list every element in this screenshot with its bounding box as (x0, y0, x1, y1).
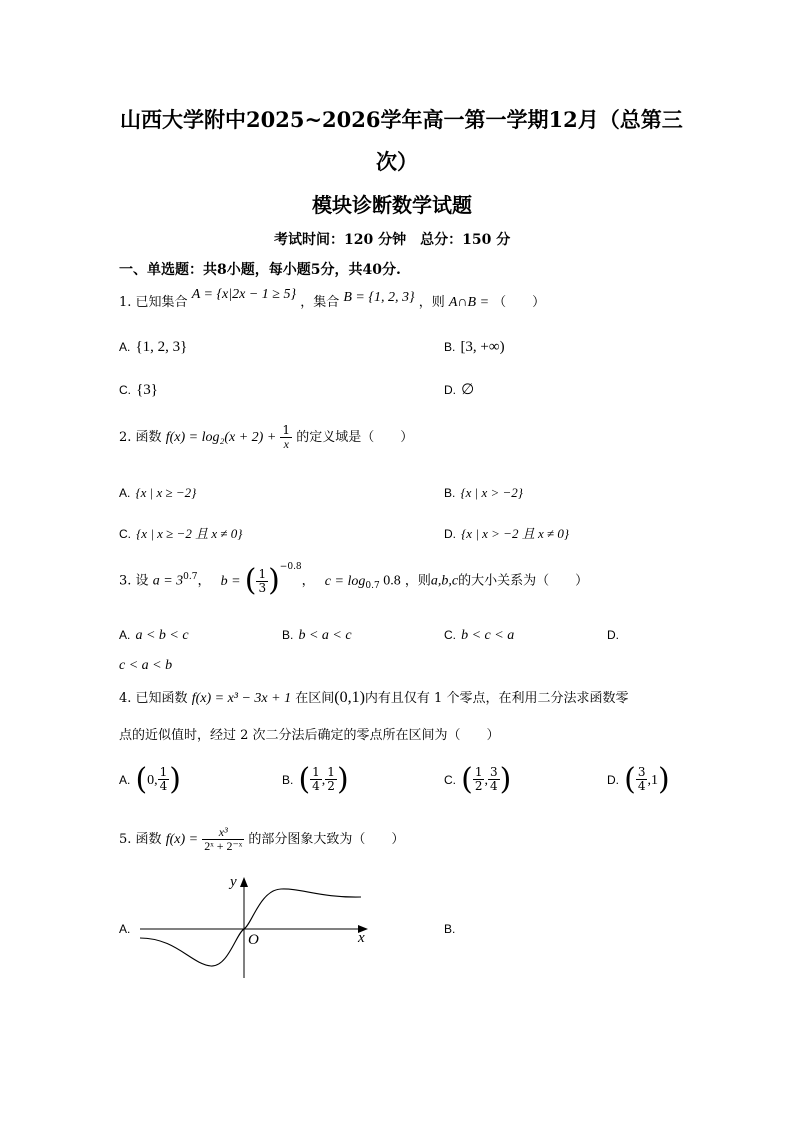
c-log-arg: 0.8 (379, 573, 401, 589)
option-label: A. (119, 486, 131, 500)
q2-option-a[interactable] (119, 482, 196, 501)
option-value: {x | x ≥ −2 且 x ≠ 0} (136, 526, 243, 541)
exam-title-line2: 次） (376, 149, 418, 174)
origin-label: O (248, 932, 259, 948)
q4-option-a[interactable]: A. (0, $\frac{1}{4}$ ) (119, 762, 182, 797)
q3-option-a[interactable] (119, 624, 189, 644)
question-text: 内有且仅有 1 个零点，在利用二分法求函数零 (364, 691, 629, 706)
option-value: b < a < c (298, 628, 352, 643)
option-label: C. (444, 773, 456, 787)
fraction: $\frac{1}{x}$ (282, 423, 291, 451)
question-4-line2: 点的近似值时，经过 2 次二分法后确定的零点所在区间为（ ） (119, 728, 500, 743)
q3-option-c[interactable] (444, 624, 514, 644)
q3-option-b[interactable] (282, 624, 352, 644)
question-text: 已知函数 (135, 691, 188, 706)
option-label: B. (444, 486, 456, 500)
a-exponent: 0.7 (183, 572, 198, 583)
q5-option-b-label[interactable]: B. (444, 922, 456, 936)
option-label: D. (444, 527, 456, 541)
option-label: A. (119, 773, 131, 787)
question-number: 5. (119, 832, 132, 847)
q4-option-b[interactable]: B. ( $\frac{1}{4}$ , $\frac{1}{2}$ ) (282, 762, 349, 797)
y-axis-label: y (230, 874, 237, 890)
fraction: $\frac{\text{x³}}{\text{2ˣ + 2⁻ˣ}}$ (204, 825, 243, 853)
question-text: 设 (135, 573, 149, 589)
option-value: a < b < c (135, 628, 189, 643)
question-number: 4. (119, 691, 132, 706)
option-label: A. (119, 340, 131, 354)
fraction: $\frac{1}{3}$ (258, 566, 267, 595)
q1-option-d[interactable] (444, 379, 474, 399)
q5-option-a-label[interactable]: A. (119, 922, 131, 936)
option-value: {1, 2, 3} (135, 339, 188, 355)
q2-option-b[interactable] (444, 482, 523, 501)
x-axis-label: x (358, 930, 365, 946)
section-heading: 一、单选题：共8小题，每小题5分，共40分. (119, 262, 401, 278)
variables: a,b,c (430, 573, 459, 589)
q3-option-d[interactable] (607, 624, 619, 643)
set-a-expression: A = {x|2x − 1 ≥ 5} (191, 287, 297, 302)
q3-option-d-value[interactable] (119, 654, 172, 674)
option-label: B. (282, 773, 294, 787)
option-value: ∅ (461, 382, 475, 398)
option-label: C. (444, 628, 456, 642)
option-value: {x | x ≥ −2} (135, 485, 197, 500)
q1-option-b[interactable] (444, 336, 505, 356)
function-expression: f(x) = x³ − 3x + 1 (191, 691, 292, 706)
fraction: $\frac{3}{4}$ (637, 765, 646, 793)
function-expression: f(x) = (165, 832, 199, 847)
right-paren: ) (268, 563, 280, 598)
function-curve (140, 889, 361, 966)
question-text: ，集合 (300, 295, 340, 310)
question-text: 的部分图象大致为（ ） (248, 832, 405, 847)
fraction: $\frac{1}{4}$ (312, 765, 320, 793)
c-log-base: 0.7 (365, 581, 380, 592)
fraction: $\frac{3}{4}$ (489, 765, 498, 793)
question-text: 函数 (135, 832, 162, 847)
exam-meta: 考试时间：120 分钟 总分：150 分 (274, 232, 511, 248)
fraction: $\frac{1}{4}$ (159, 765, 168, 793)
question-number: 1. (119, 295, 132, 310)
question-5 (119, 826, 404, 853)
fraction: $\frac{1}{2}$ (474, 765, 483, 793)
option-label: B. (282, 628, 294, 642)
q1-option-a[interactable] (119, 336, 187, 356)
b-expression: b = (220, 573, 241, 589)
intersection-expression: A∩B = (448, 295, 490, 310)
option-value: {3} (136, 382, 158, 398)
question-number: 2. (119, 430, 132, 445)
answer-paren: （ ） (493, 295, 546, 310)
question-text: 在区间 (295, 691, 335, 706)
exam-subtitle: 模块诊断数学试题 (312, 193, 472, 217)
question-text: 已知集合 (135, 295, 188, 310)
option-label: B. (444, 340, 456, 354)
option-value: {x | x > −2} (460, 485, 523, 500)
question-1 (119, 287, 546, 310)
option-label: D. (444, 383, 456, 397)
fraction: $\frac{1}{2}$ (327, 765, 335, 793)
set-b-expression: B = {1, 2, 3} (343, 290, 415, 305)
question-text: 的大小关系为（ ） (458, 573, 589, 589)
option-value: c < a < b (119, 658, 173, 673)
option-label: C. (119, 383, 131, 397)
question-3: 3. 设 $a = 3^{0.7}$， b = ( $\frac{1}{3}$ )$^{-0.8}$， $c = \log_{0.7} 0.8$ ，则a,b,c的大小关系为（ ） (119, 562, 589, 598)
question-text: 的定义域是（ ） (296, 430, 414, 445)
q2-option-d[interactable] (444, 523, 569, 542)
function-expression: f(x) = log₂(x + 2) + (165, 430, 277, 445)
option-value: [3, +∞) (460, 339, 505, 355)
question-4 (119, 690, 628, 706)
question-text: ，则 (404, 573, 431, 589)
q1-option-c[interactable] (119, 379, 158, 399)
question-text: 函数 (135, 430, 162, 445)
left-paren: ( (244, 563, 257, 598)
exam-title-line1: 山西大学附中2025~2026学年高一第一学期12月（总第三 (120, 107, 683, 132)
a-expression: a = 3 (152, 573, 184, 589)
option-label: A. (119, 628, 131, 642)
option-label: D. (607, 628, 619, 642)
question-number: 3. (119, 573, 132, 589)
b-exponent: −0.8 (279, 562, 302, 573)
c-expression: c = log (324, 573, 366, 589)
y-axis-arrow (240, 877, 248, 887)
option-label: C. (119, 527, 131, 541)
q5-option-a-graph[interactable] (136, 872, 376, 982)
q4-option-d[interactable]: D. ( $\frac{3}{4}$ ,1) (607, 762, 670, 797)
q2-option-c[interactable] (119, 523, 242, 542)
option-value: b < c < a (461, 628, 515, 643)
question-2 (119, 424, 413, 451)
q4-option-c[interactable]: C. ( $\frac{1}{2}$ , $\frac{3}{4}$ ) (444, 762, 512, 797)
option-value: {x | x > −2 且 x ≠ 0} (461, 526, 570, 541)
interval-expression: (0,1) (334, 689, 365, 706)
question-text: ，则 (418, 295, 445, 310)
option-label: D. (607, 773, 619, 787)
